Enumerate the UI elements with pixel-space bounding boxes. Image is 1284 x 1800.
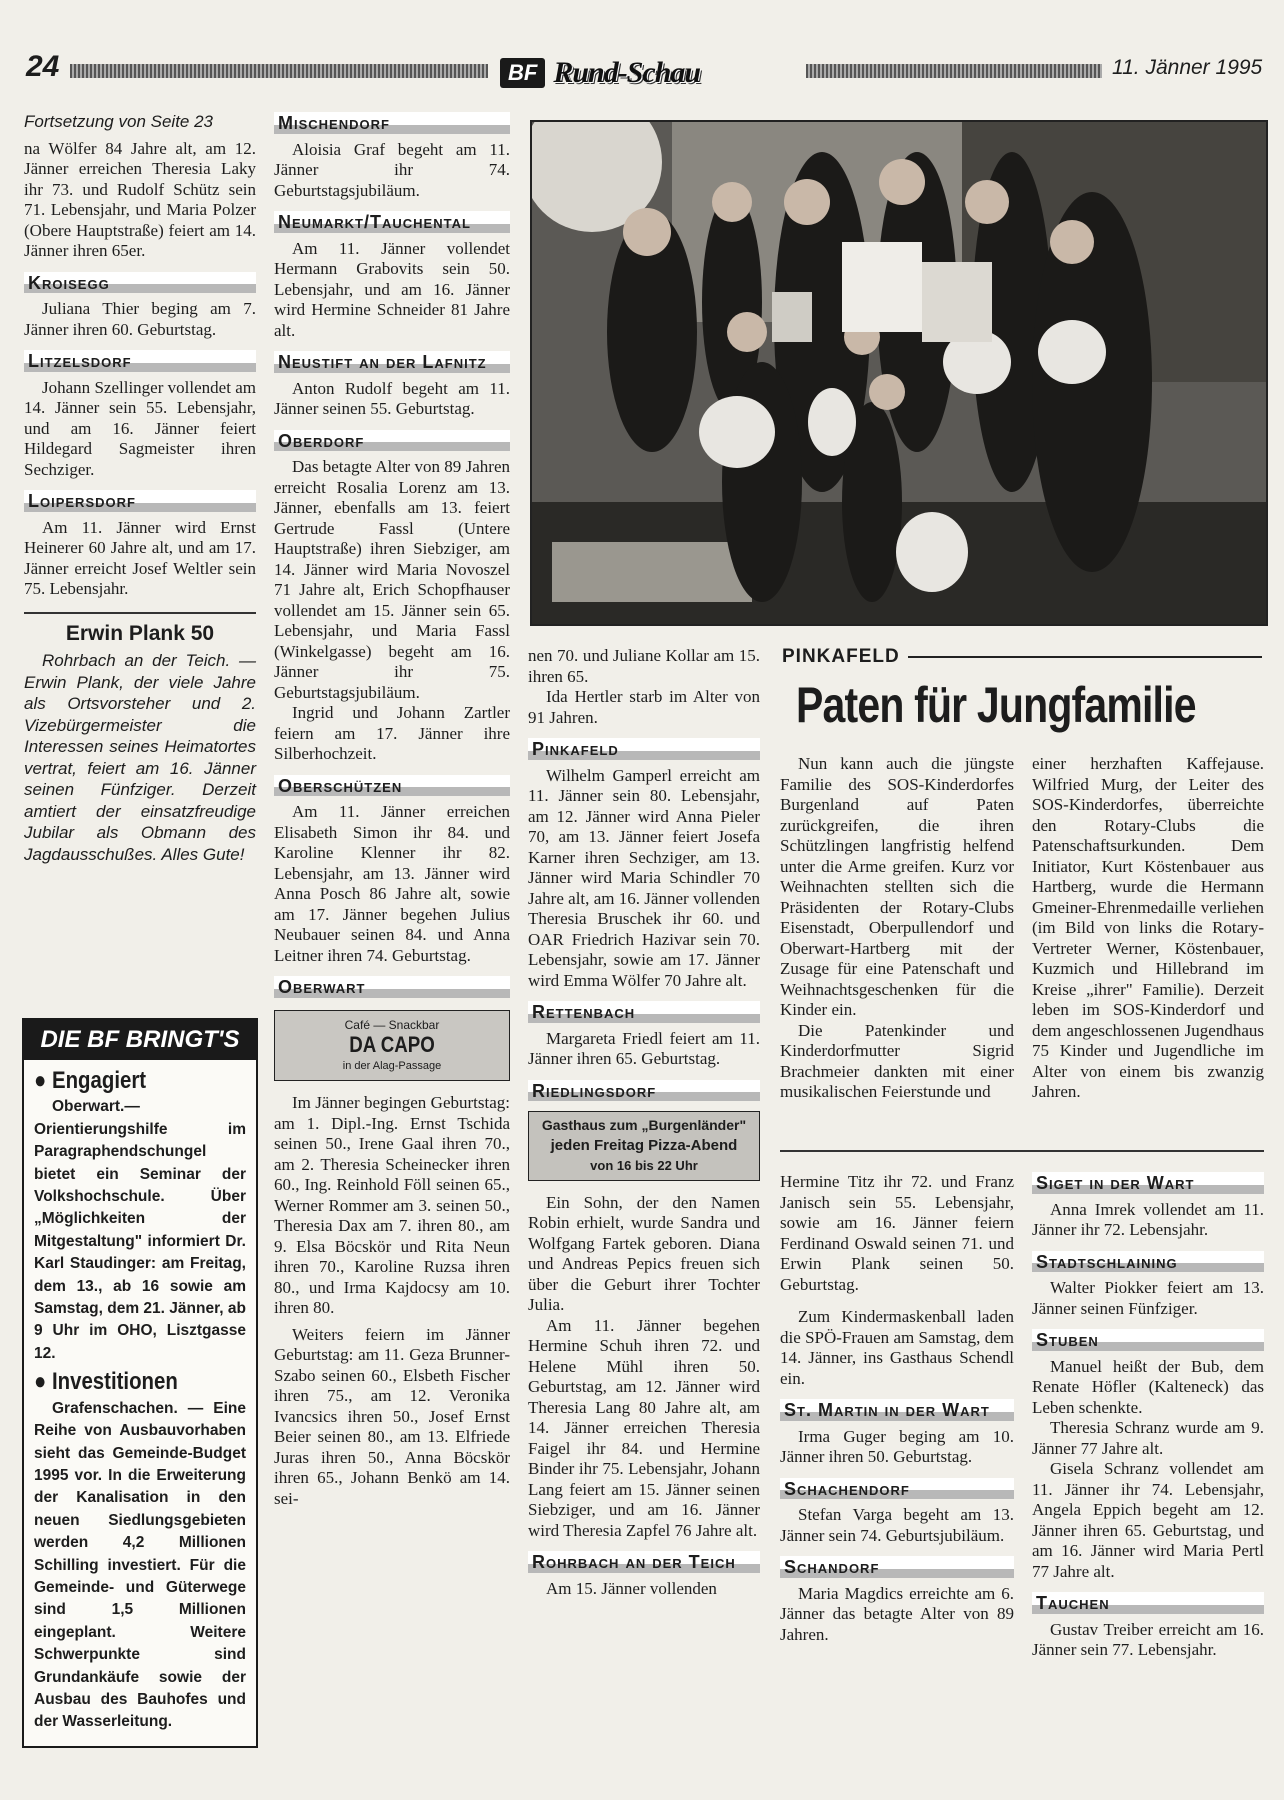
box-item-text: Grafenschachen. — Eine Reihe von Ausbauvorhaben sieht das Gemeinde-Budget 1995 vor. In die Erweiterung der Kanalisation in den neuen Siedlungsgebieten werden 4,2 Millionen Schilling investiert. Für die Gemeinde- und Güterwege sind 1,5 Millionen eingeplant. Weitere Schwerpunkte sind Grundankäufe sowie der Ausbau des Bauhofes und der Wasserleitung. — [34, 1399, 246, 1731]
article-text: Gisela Schranz vollendet am 11. Jänner ihr 74. Lebensjahr, Angela Eppich begeht am 12. Jänner ihren 65. Geburtstag, und am 16. Jänner wird Maria Pertl 77 Jahre alt. — [1032, 1459, 1264, 1581]
ad-name: DA CAPO — [349, 1032, 435, 1057]
section-heading: Siget in der Wart — [1032, 1172, 1264, 1194]
section-heading: Litzelsdorf — [24, 350, 256, 372]
article-text: Die Patenkinder und Kinderdorfmutter Sigrid Brachmeier dankten mit einer musikalischen Feierstunde und — [780, 1020, 1014, 1101]
section-heading: Riedlingsdorf — [528, 1080, 760, 1102]
article-text: Am 11. Jänner wird Ernst Heinerer 60 Jahre alt, und am 17. Jänner erreicht Josef Weltler sein 75. Lebensjahr. — [24, 517, 256, 598]
section-heading: Oberschützen — [274, 775, 510, 797]
article-text: Zum Kindermaskenball laden die SPÖ-Frauen am Samstag, dem 14. Jänner, ins Gasthaus Schendl ein. — [780, 1307, 1014, 1388]
article-text: Manuel heißt der Bub, dem Renate Höfler (Kalteneck) das Leben schenkte. — [1032, 1356, 1264, 1417]
section-heading: Stuben — [1032, 1329, 1264, 1351]
article-text: Wilhelm Gamperl erreicht am 11. Jänner sein 80. Lebensjahr, am 12. Jänner wird Anna Pieler 70, am 13. Jänner feiert Josefa Karner ihren Sechziger, am 13. Jänner wird Maria Schindler 70 Jahre alt, am 16. Jänner vollenden Theresia Bruschek ihr 60. und OAR Friedrich Hazivar sein 70. Lebensjahr, sowie am 17. Jänner wird Emma Wölfer 70 Jahre alt. — [528, 765, 760, 990]
article-text: Nun kann auch die jüngste Familie des SOS-Kinderdorfes Burgenland auf Paten zurückgreifen, die ihren Schützlingen langfristig helfend unter die Arme greifen. Kurz vor Weihnachten stellten sich die Präsidenten der Rotary-Clubs Eisenstadt, Oberpullendorf und Oberwart-Hartberg mit der Zusage für eine Patenschaft und Weihnachtsgeschenken für die Kinder ein. — [780, 754, 1014, 1019]
box-item-text: Oberwart.— Orientierungshilfe im Paragraphendschungel bietet ein Seminar der Volkshochschule. Über „Möglichkeiten der Mitgestaltung" informiert Dr. Karl Staudinger: am Freitag, dem 13., ab 16 sowie am Samstag, dem 21. Jänner, ab 9 Uhr im OHO, Lisztgasse 12. — [34, 1098, 246, 1362]
section-heading: Mischendorf — [274, 112, 510, 134]
news-box — [22, 1018, 258, 1748]
article-text: Im Jänner begingen Geburtstag: am 1. Dipl.-Ing. Ernst Tschida seinen 50., Irene Gaal ihren 70., am 2. Theresia Scheinecker ihren 60., Ing. Reinhold Föll seinen 65., Werner Rommer am 3. seinen 50., Theresia Dax am 7. ihren 80., am 9. Elsa Böcskör und Rita Neun ihren 70., Karoline Ruzsa ihren 80., und Irma Kajdocsy am 10. ihren 80. — [274, 1093, 510, 1317]
article-photo — [530, 120, 1268, 626]
article-text: Rohrbach an der Teich. — Erwin Plank, der viele Jahre als Ortsvorsteher und 2. Vizebürgermeister die Interessen seines Heimatortes vertrat, feiert am 16. Jänner seinen Fünfziger. Derzeit amtiert der einsatzfreudige Jubilar als Obmann des Jagdausschußes. Alles Gute! — [24, 651, 256, 864]
article-headline: Erwin Plank 50 — [65, 621, 215, 645]
continued-note: Fortsetzung von Seite 23 — [24, 112, 214, 131]
article-text: Ein Sohn, der den Namen Robin erhielt, wurde Sandra und Wolfgang Fartek geboren. Diana und Andreas Pepics freuen sich über die Geburt ihrer Tochter Julia. — [528, 1192, 760, 1314]
ad-line: Gasthaus zum „Burgenländer" — [541, 1117, 747, 1133]
article-text: Am 15. Jänner vollenden — [546, 1578, 717, 1598]
article-text: Theresia Schranz wurde am 9. Jänner 77 Jahre alt. — [1032, 1418, 1264, 1458]
article-text: nen 70. und Juliane Kollar am 15. ihren 65. — [528, 646, 760, 686]
column-2 — [274, 112, 510, 1509]
box-item-heading: ● Engagiert — [34, 1067, 147, 1094]
article-text: Juliana Thier beging am 7. Jänner ihren 60. Geburtstag. — [24, 299, 256, 339]
article-text: Anna Imrek vollendet am 11. Jänner ihr 72. Lebensjahr. — [1032, 1199, 1264, 1239]
column-4 — [780, 1172, 1014, 1645]
advertisement — [528, 1111, 760, 1181]
divider — [24, 612, 256, 614]
issue-date: 11. Jänner 1995 — [1112, 56, 1263, 79]
section-heading: Loipersdorf — [24, 490, 256, 512]
page-number: 24 — [26, 50, 60, 83]
article-text: Hermine Titz ihr 72. und Franz Janisch sein 55. Lebensjahr, sowie am 16. Jänner feiern Ferdinand Oswald seinen 71. und Erwin Plank seinen 50. Geburtstag. — [780, 1172, 1014, 1294]
article-text: Am 11. Jänner vollendet Hermann Grabovits sein 50. Lebensjahr, und am 16. Jänner wird Hermine Schneider 81 Jahre alt. — [274, 238, 510, 340]
section-heading: Stadtschlaining — [1032, 1251, 1264, 1273]
column-3 — [528, 646, 760, 1599]
article-section-label — [782, 646, 1262, 668]
article-text: na Wölfer 84 Jahre alt, am 12. Jänner erreichen Theresia Laky ihr 73. und Rudolf Schütz sein 71. Lebensjahr, und Maria Polzer (Obere Hauptstraße) feiert am 14. Jänner ihren 65er. — [24, 138, 256, 260]
section-heading: Neustift an der Lafnitz — [274, 351, 510, 373]
article-text: Walter Piokker feiert am 13. Jänner seinen Fünfziger. — [1032, 1278, 1264, 1318]
section-heading: Rettenbach — [528, 1001, 760, 1023]
column-5 — [1032, 1172, 1264, 1661]
ad-line: Café — Snackbar — [344, 1017, 440, 1032]
column-1 — [24, 112, 256, 865]
article-text: Das betagte Alter von 89 Jahren erreicht Rosalia Lorenz am 13. Jänner, ebenfalls am 13. feiert Gertrude Fassl (Untere Hauptstraße) ihren Siebziger, am 14. Jänner wird Maria Novoszel 71 Jahre alt, Erich Schopfhauser vollendet am 15. Jänner sein 65. Lebensjahr, und Maria Fassl (Winkelgasse) begeht am 16. Jänner ihr 75. Geburtstagsjubiläum. — [274, 457, 510, 702]
article-text: Gustav Treiber erreicht am 16. Jänner sein 77. Lebensjahr. — [1032, 1619, 1264, 1659]
section-heading: Pinkafeld — [528, 738, 760, 760]
article-text: einer herzhaften Kaffejause. Wilfried Murg, der Leiter des SOS-Kinderdorfes, überreichte den Rotary-Clubs die Patenschaftsurkunden. Dem Initiator, Kurt Köstenbauer aus Hartberg, wurde die Hermann Gmeiner-Ehrenmedaille verliehen (im Bild von links die Rotary-Vertreter Werner, Köstenbauer, Kuzmich und Hillebrand im Kreise „ihrer" Familie). Derzeit leben im SOS-Kinderdorf und dem angeschlossenen Jugendhaus 75 Kinder und Jugendliche im Alter von einem bis zwanzig Jahren. — [1032, 754, 1264, 1101]
advertisement — [274, 1010, 510, 1082]
photo-illustration — [532, 122, 1266, 624]
article-text: Margareta Friedl feiert am 11. Jänner ihren 65. Geburtstag. — [528, 1028, 760, 1068]
article-text: Johann Szellinger vollendet am 14. Jänner sein 55. Lebensjahr, und am 16. Jänner feiert Hildegard Sagmeister ihren Sechziger. — [24, 377, 256, 479]
article-text: Aloisia Graf begeht am 11. Jänner ihr 74. Geburtstagsjubiläum. — [274, 139, 510, 200]
article-text: Ingrid und Johann Zartler feiern am 17. Jänner ihre Silberhochzeit. — [274, 703, 510, 763]
box-item-heading: ● Investitionen — [34, 1368, 178, 1396]
ad-line: jeden Freitag Pizza-Abend — [550, 1136, 738, 1154]
article-column-2 — [1032, 754, 1264, 1103]
article-text: Ida Hertler starb im Alter von 91 Jahren. — [528, 687, 760, 727]
section-heading: Schandorf — [780, 1556, 1014, 1578]
article-text: Stefan Varga begeht am 13. Jänner sein 74. Geburtsjubiläum. — [780, 1505, 1014, 1545]
section-label: PINKAFELD — [782, 646, 900, 667]
article-text: Am 11. Jänner begehen Hermine Schuh ihren 72. und Helene Mühl ihren 50. Geburtstag, am 12. Jänner wird Theresia Lang 80 Jahre alt, am 14. Jänner erreichen Theresia Faigel ihr 84. und Hermine Binder ihr 75. Lebensjahr, Johann Lang feiert am 15. Jänner seinen Siebziger, und am 16. Jänner wird Theresia Zapfel 76 Jahre alt. — [528, 1315, 760, 1540]
logo-badge: BF — [500, 58, 545, 88]
section-heading: Rohrbach an der Teich — [528, 1551, 760, 1573]
section-heading: St. Martin in der Wart — [780, 1399, 1014, 1421]
article-text: Maria Magdics erreichte am 6. Jänner das betagte Alter von 89 Jahren. — [780, 1583, 1014, 1644]
section-heading: Kroisegg — [24, 272, 256, 294]
section-rule — [908, 656, 1262, 658]
article-headline: Paten für Jungfamilie — [796, 677, 1196, 733]
article-text: Am 11. Jänner erreichen Elisabeth Simon ihr 84. und Karoline Klenner ihr 82. Lebensjahr, am 13. Jänner wird Anna Posch 86 Jahre alt, sowie am 17. Jänner begehen Julius Neubauer seinen 84. und Anna Leitner ihren 74. Geburtstag. — [274, 802, 510, 965]
section-heading: Oberwart — [274, 976, 510, 998]
box-title: DIE BF BRINGT'S — [24, 1020, 256, 1060]
ad-line: in der Alag-Passage — [342, 1059, 442, 1072]
header-rule-right — [806, 64, 1102, 78]
article-text: Weiters feiern im Jänner Geburtstag: am 11. Geza Brunner-Szabo seinen 60., Elsbeth Fischer ihren 75., am 12. Veronika Ivancsics ihren 50., Josef Ernst Beier seinen 80., am 13. Elfriede Juras ihren 50., Anna Böcskör ihren 65., Johann Benkö am 14. sei- — [274, 1324, 510, 1508]
article-text: Anton Rudolf begeht am 11. Jänner seinen 55. Geburtstag. — [274, 378, 510, 418]
article-text: Irma Guger beging am 10. Jänner ihren 50. Geburtstag. — [780, 1426, 1014, 1466]
section-heading: Neumarkt/Tauchental — [274, 211, 510, 233]
article-column-1 — [780, 754, 1014, 1103]
logo-text: Rund-Schau — [553, 56, 701, 89]
section-heading: Tauchen — [1032, 1592, 1264, 1614]
section-heading: Oberdorf — [274, 430, 510, 452]
ad-line: von 16 bis 22 Uhr — [590, 1158, 698, 1173]
masthead-logo — [500, 54, 800, 92]
section-heading: Schachendorf — [780, 1478, 1014, 1500]
header-rule-left — [70, 64, 488, 78]
article-bottom-rule — [780, 1150, 1264, 1152]
